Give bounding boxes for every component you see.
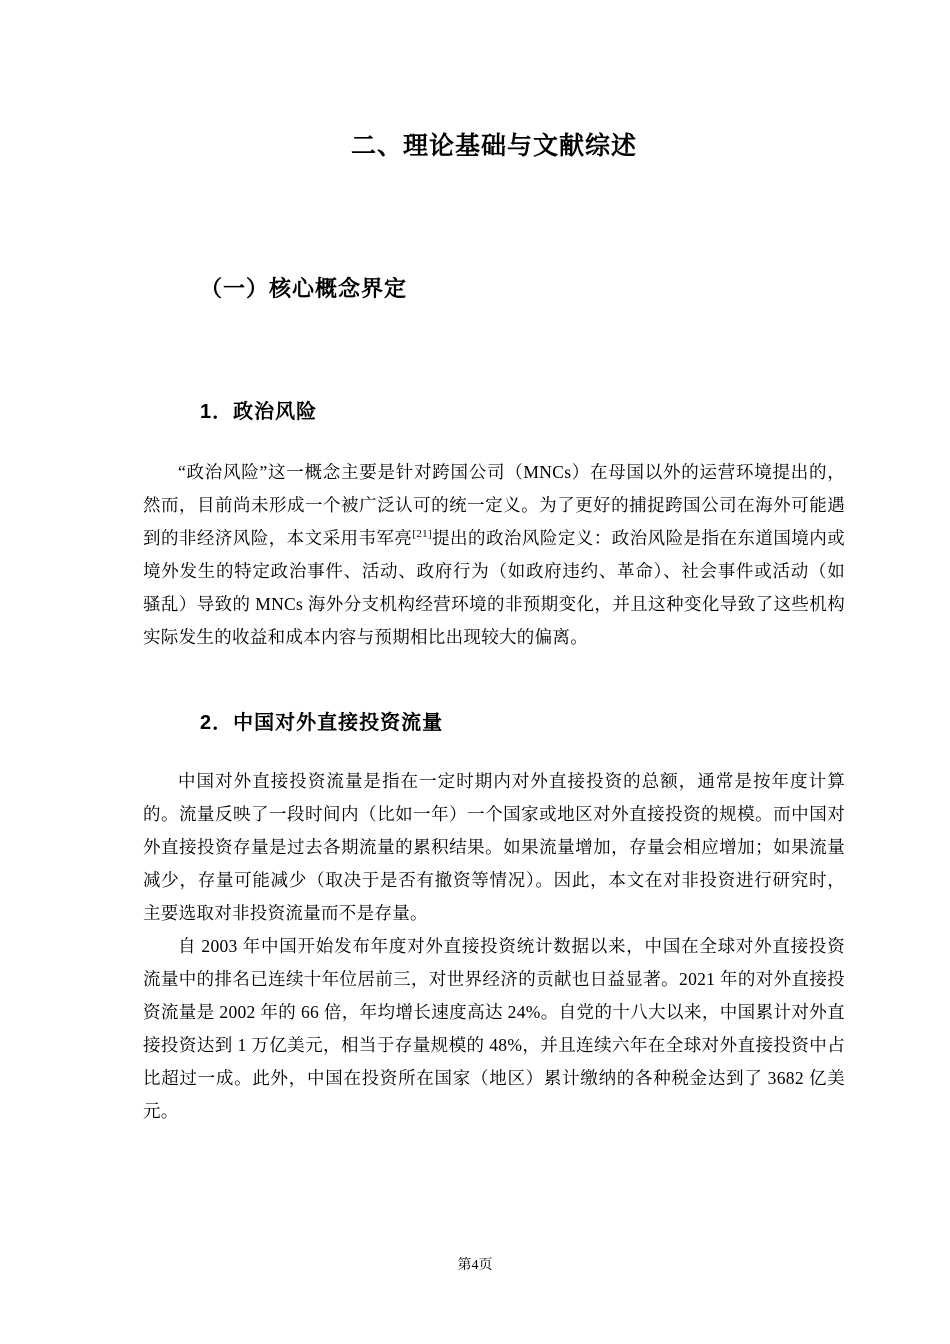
section-heading-core-concepts: （一）核心概念界定: [200, 276, 408, 301]
paragraph-ofdi-statistics: 自 2003 年中国开始发布年度对外直接投资统计数据以来，中国在全球对外直接投资流量中的排名已连续十年位居前三，对世界经济的贡献也日益显著。2021 年的对外直接投资流量是 2002 年的 66 倍，年均增长速度高达 24%。自党的十八大以来，中国累计对外直接投资达到 1 万亿美元，相当于存量规模的 48%，并且连续六年在全球对外直接投资中占比超过一成。此外，中国在投资所在国家（地区）累计缴纳的各种税金达到了 3682 亿美元。: [143, 936, 845, 1121]
page-number: 第4页: [457, 1258, 493, 1273]
subsection-heading-ofdi-flow: 2．中国对外直接投资流量: [200, 712, 444, 734]
page-content: [143, 0, 845, 1128]
document-title: 二、理论基础与文献综述: [350, 132, 637, 160]
page-footer: [0, 1254, 950, 1274]
paragraph-political-risk-continued: 提出的政治风险定义：政治风险是指在东道国境内或境外发生的特定政治事件、活动、政府行为（如政府违约、革命）、社会事件或活动（如骚乱）导致的 MNCs 海外分支机构经营环境的非预期变化，并且这种变化导致了这些机构实际发生的收益和成本内容与预期相比出现较大的偏离。: [143, 528, 846, 647]
paragraph-ofdi-flow-definition: 中国对外直接投资流量是指在一定时期内对外直接投资的总额，通常是按年度计算的。流量反映了一段时间内（比如一年）一个国家或地区对外直接投资的规模。而中国对外直接投资存量是过去各期流量的累积结果。如果流量增加，存量会相应增加；如果流量减少，存量可能减少（取决于是否有撤资等情况）。因此，本文在对非投资进行研究时，主要选取对非投资流量而不是存量。: [143, 771, 845, 923]
paragraph-political-risk-text: “政治风险”这一概念主要是针对跨国公司（MNCs）在母国以外的运营环境提出的，然而，目前尚未形成一个被广泛认可的统一定义。为了更好的捕捉跨国公司在海外可能遇到的非经济风险，本文采用韦军亮: [143, 462, 845, 548]
citation-superscript: [21]: [412, 528, 432, 541]
subsection-heading-political-risk: 1．政治风险: [200, 401, 318, 423]
paragraph-political-risk: [143, 456, 845, 654]
